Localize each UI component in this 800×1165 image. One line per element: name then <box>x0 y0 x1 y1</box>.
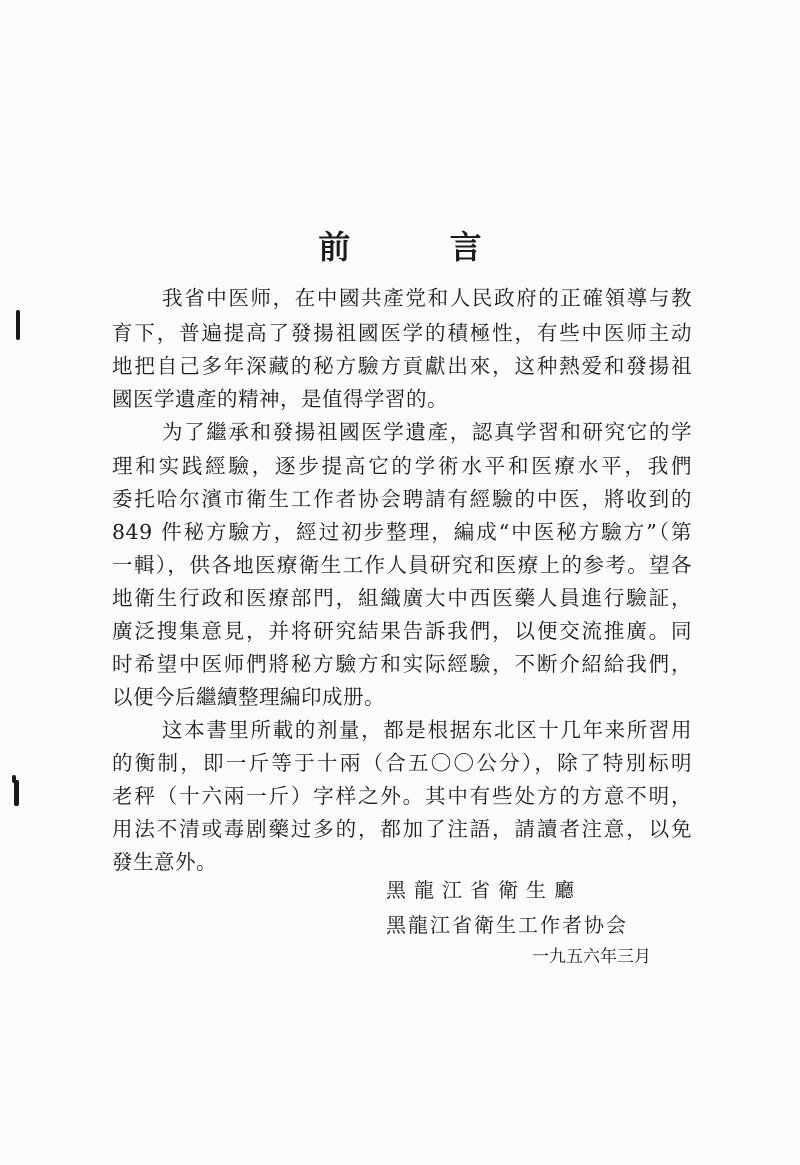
paragraph-line: 用法不清或毒剧藥过多的，都加了注語，請讀者注意，以免 <box>112 817 692 841</box>
paragraph-line: 理和实践經驗，逐步提高它的学術水平和医療水平，我們 <box>112 454 692 478</box>
paragraph-line: 發生意外。 <box>112 850 217 874</box>
paragraph-line: 地衛生行政和医療部門，組織廣大中西医藥人員進行驗証， <box>112 586 692 610</box>
paragraph-line: 为了繼承和發揚祖國医学遺產，認真学習和研究它的学 <box>162 420 692 444</box>
scan-mark <box>14 780 19 806</box>
paragraph-line: 育下，普遍提高了發揚祖國医学的積極性，有些中医师主动 <box>112 321 692 345</box>
paragraph-line: 我省中医师，在中國共產党和人民政府的正確領導与教 <box>162 286 692 310</box>
signature-org-1: 黑龍江省衛生廳 <box>386 878 582 902</box>
paragraph-line: 时希望中医师們將秘方驗方和实际經驗，不断介紹給我們， <box>112 652 692 676</box>
paragraph-line: 地把自己多年深藏的秘方驗方貢獻出來，这种熱爱和發揚祖 <box>112 354 692 378</box>
page-title: 前 言 <box>318 228 526 266</box>
signature-org-2: 黑龍江省衛生工作者协会 <box>386 913 628 937</box>
paragraph-line: 廣泛搜集意見，并将研究結果告訴我們，以便交流推廣。同 <box>112 619 692 643</box>
scan-mark <box>16 310 20 340</box>
paragraph-line: 委托哈尔濱市衛生工作者协会聘請有經驗的中医，將收到的 <box>112 487 692 511</box>
signature-date: 一九五六年三月 <box>532 947 651 967</box>
paragraph-line: 一輯），供各地医療衛生工作人員研究和医療上的参考。望各 <box>112 553 692 577</box>
scan-mark <box>12 775 16 783</box>
paragraph-line: 这本書里所載的剂量，都是根据东北区十几年来所習用 <box>162 718 692 742</box>
paragraph-line: 老秤（十六兩一斤）字样之外。其中有些处方的方意不明， <box>112 784 692 808</box>
paragraph-line: 以便今后繼續整理編印成册。 <box>112 685 385 709</box>
paragraph-line: 849 件秘方驗方，經过初步整理，編成“中医秘方驗方”（第 <box>112 520 692 544</box>
paragraph-line: 的衡制，即一斤等于十兩（合五〇〇公分），除了特別标明 <box>112 751 692 775</box>
paragraph-line: 國医学遺產的精神，是值得学習的。 <box>112 387 448 411</box>
